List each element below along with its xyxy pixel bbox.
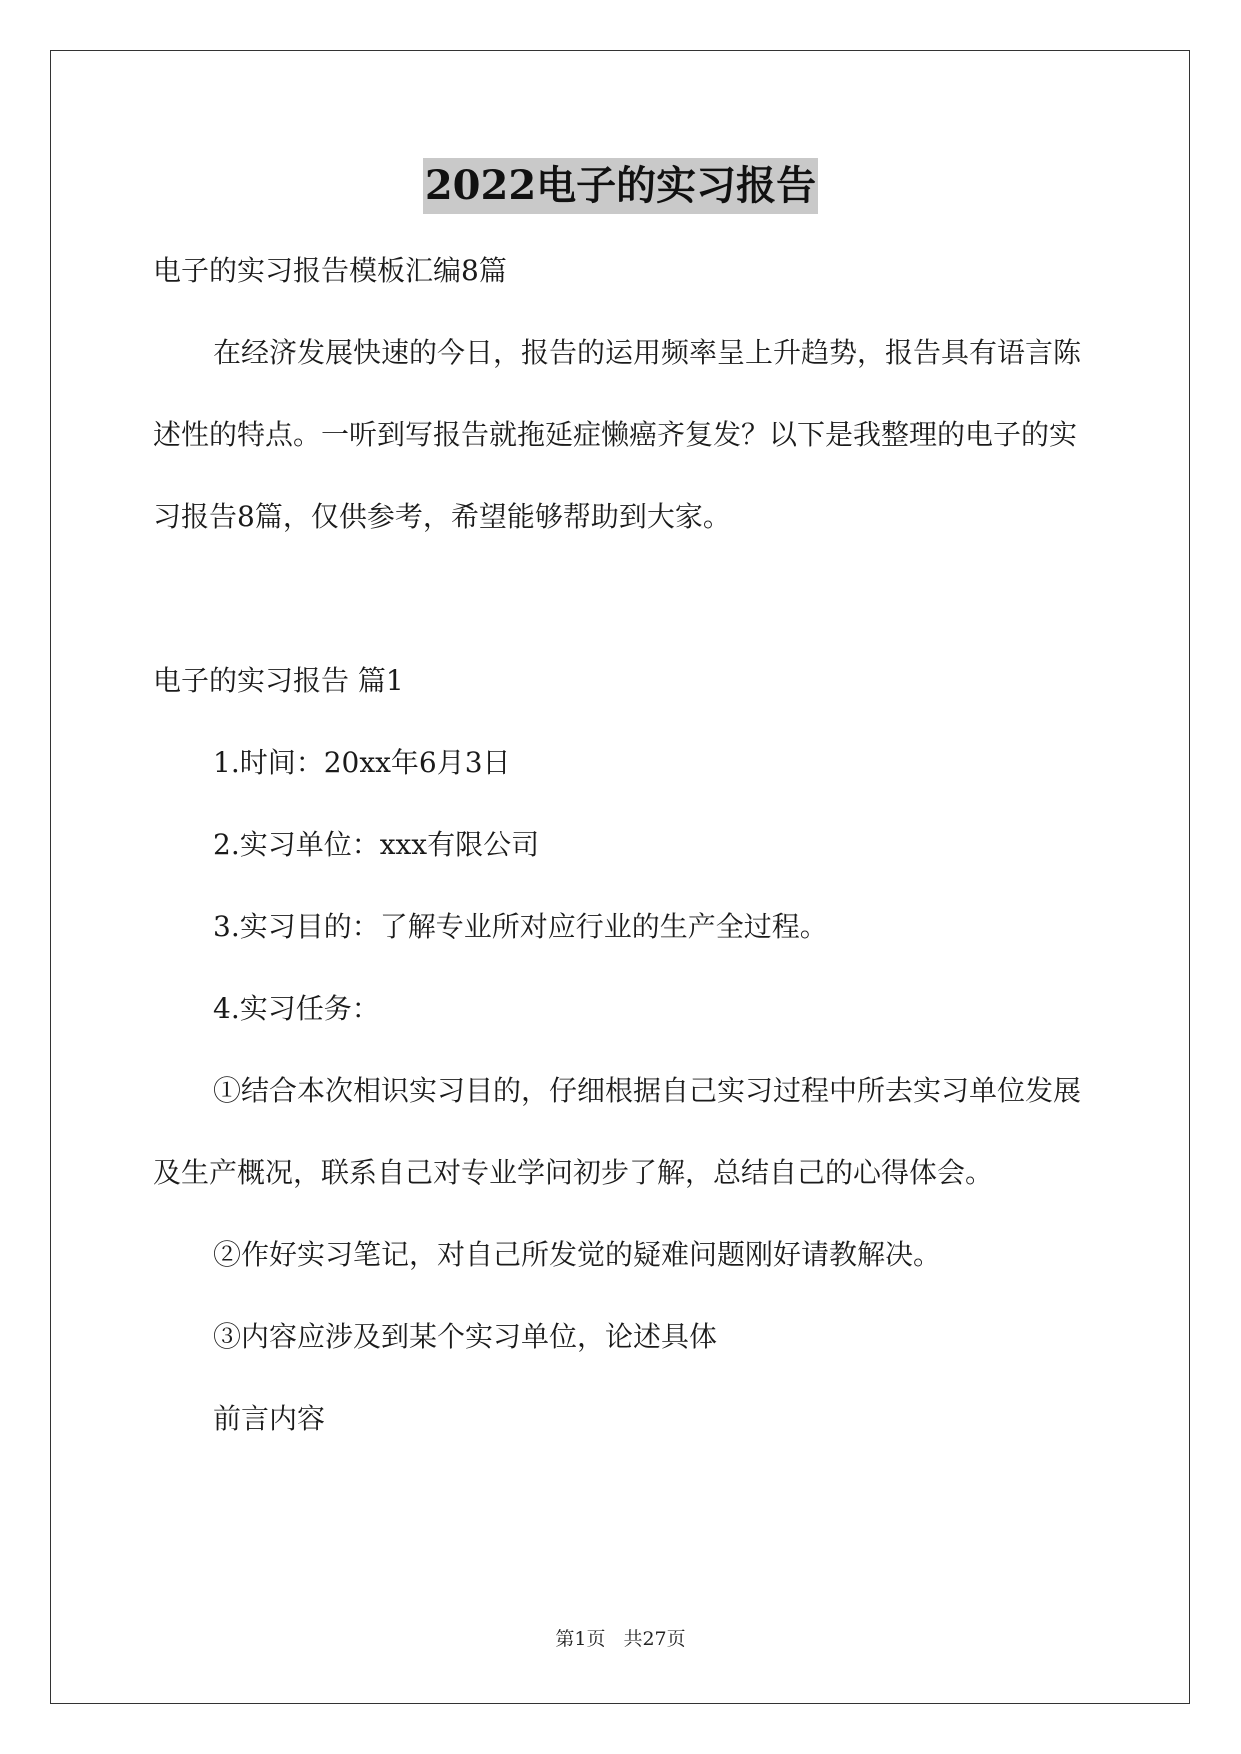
task-paragraph: ②作好实习笔记，对自己所发觉的疑难问题刚好请教解决。 [213,1238,942,1271]
section-heading: 电子的实习报告 篇1 [153,664,404,697]
document-title: 2022电子的实习报告 [423,158,818,214]
page-footer [0,1624,1241,1651]
page-total: 共27页 [623,1628,686,1650]
list-item: 2.实习单位：xxx有限公司 [213,828,540,861]
list-item: 3.实习目的：了解专业所对应行业的生产全过程。 [213,910,828,943]
intro-paragraph: 在经济发展快速的今日，报告的运用频率呈上升趋势，报告具有语言陈述性的特点。一听到写报告就拖延症懒癌齐复发？以下是我整理的电子的实习报告8篇，仅供参考，希望能够帮助到大家。 [153,336,1082,533]
list-item: 4.实习任务： [213,992,380,1025]
task-paragraph: 前言内容 [213,1402,326,1435]
task-paragraph: ③内容应涉及到某个实习单位，论述具体 [213,1320,718,1353]
list-item: 1.时间：20xx年6月3日 [213,746,511,779]
task-paragraph: ①结合本次相识实习目的，仔细根据自己实习过程中所去实习单位发展及生产概况，联系自己对专业学问初步了解，总结自己的心得体会。 [153,1074,1082,1189]
title-wrap [0,158,1241,214]
document-subtitle: 电子的实习报告模板汇编8篇 [153,254,507,287]
page-current: 第1页 [555,1628,606,1650]
document-body [153,230,1093,1460]
blank-line [153,558,1093,640]
